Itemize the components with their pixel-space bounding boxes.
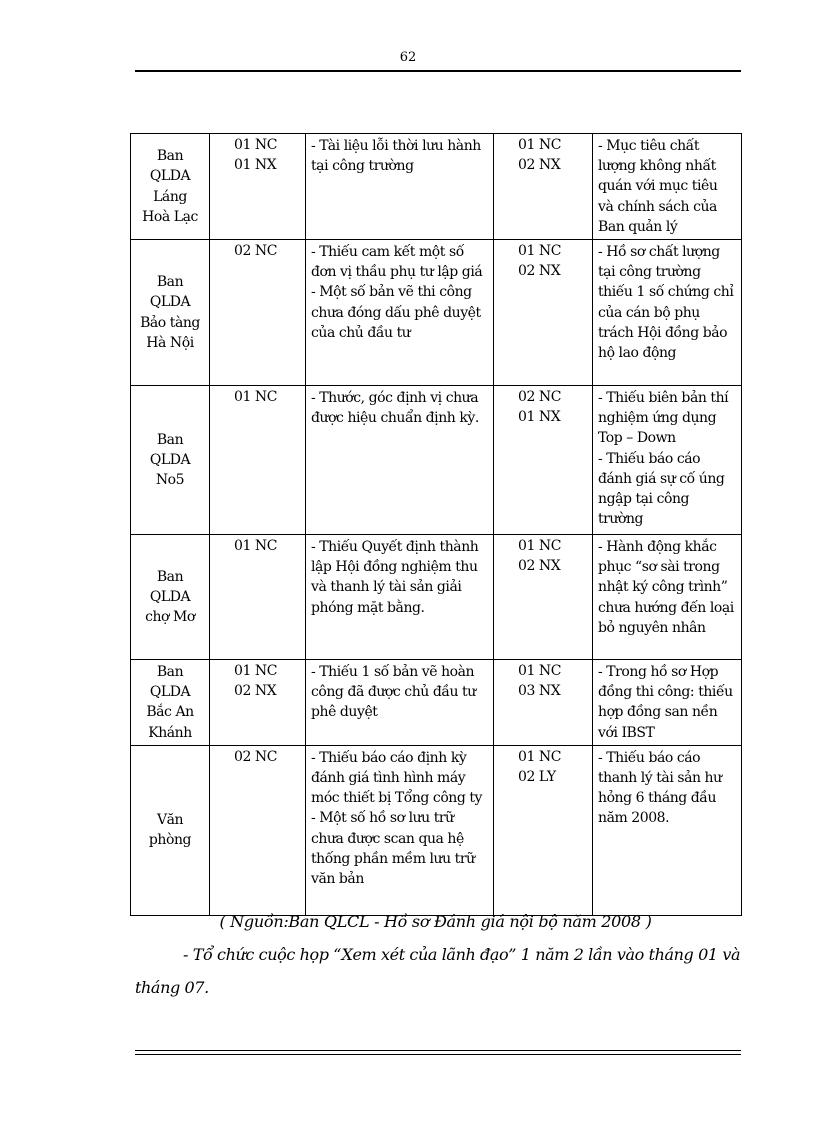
count-cell-b (494, 386, 593, 535)
unit-name-cell-line: chợ Mơ (145, 609, 195, 626)
count-cell-a-line: 01 NX (234, 157, 277, 173)
finding-cell-a (306, 745, 494, 915)
finding-cell-b-line: - Thiếu báo cáo thanh lý tài sản hư hỏng 6 tháng đầu năm 2008. (598, 749, 722, 827)
table-row (131, 660, 742, 746)
count-cell-a (210, 660, 306, 746)
count-cell-b-line: 02 NX (518, 157, 561, 173)
count-cell-b (494, 535, 593, 660)
finding-cell-a-line: - Thiếu Quyết định thành lập Hội đồng nghiệm thu và thanh lý tài sản giải phóng mặt bằng. (311, 539, 479, 616)
finding-cell-a-line: - Một số bản vẽ thi công chưa đóng dấu phê duyệt của chủ đầu tư (311, 284, 481, 341)
finding-cell-a-line: - Thiếu 1 số bản vẽ hoàn công đã được chủ đầu tư phê duyệt (311, 664, 476, 721)
count-cell-b-line: 01 NC (518, 663, 561, 680)
count-cell-b-line: 02 NX (518, 263, 561, 280)
finding-cell-a-line: - Tài liệu lỗi thời lưu hành tại công trường (311, 138, 481, 175)
header-rule (135, 70, 741, 72)
unit-name-cell (131, 535, 210, 660)
table-row (131, 535, 742, 660)
finding-cell-a (306, 240, 494, 386)
finding-cell-a (306, 535, 494, 660)
count-cell-a-line: 01 NC (234, 663, 277, 680)
unit-name-cell-line: Bắc An (146, 704, 194, 721)
count-cell-b-line: 02 NX (518, 558, 561, 575)
count-cell-a (210, 745, 306, 915)
audit-results-table (130, 133, 742, 916)
count-cell-b-line: 01 NC (518, 137, 561, 153)
finding-cell-b (593, 660, 742, 746)
table-row (131, 386, 742, 535)
finding-cell-a-line: - Thước, góc định vị chưa được hiệu chuẩn định kỳ. (311, 390, 479, 427)
unit-name-cell-line: Văn (156, 812, 184, 829)
paragraph-line-1: - Tổ chức cuộc họp “Xem xét của lãnh đạo” 1 năm 2 lần vào tháng 01 và (183, 945, 741, 964)
unit-name-cell-line: QLDA (149, 168, 191, 185)
unit-name-cell-line: Ban (156, 664, 184, 681)
unit-name-cell-line: No5 (155, 472, 185, 489)
count-cell-b (494, 134, 593, 240)
unit-name-cell-line: Bảo tàng (140, 314, 200, 331)
count-cell-a (210, 134, 306, 240)
count-cell-a (210, 240, 306, 386)
count-cell-b-line: 02 NC (518, 389, 561, 406)
finding-cell-b-line: - Trong hồ sơ Hợp đồng thi công: thiếu hợp đồng san nền với IBST (598, 664, 733, 741)
unit-name-cell (131, 134, 210, 240)
unit-name-cell-line: Láng (153, 188, 187, 205)
table-row (131, 240, 742, 386)
count-cell-a-line: 01 NC (234, 538, 277, 555)
table-row (131, 745, 742, 915)
finding-cell-b-line: - Thiếu biên bản thí nghiệm ứng dụng Top – Down (598, 390, 729, 447)
unit-name-cell-line: Ban (156, 148, 184, 165)
finding-cell-b (593, 535, 742, 660)
count-cell-b (494, 660, 593, 746)
finding-cell-b (593, 240, 742, 386)
unit-name-cell-line: Ban (156, 431, 184, 448)
page-number: 62 (399, 50, 417, 65)
unit-name-cell-line: QLDA (149, 684, 191, 701)
count-cell-a-line: 01 NC (234, 137, 277, 153)
unit-name-cell-line: Ban (156, 568, 184, 585)
paragraph-line-2: tháng 07. (135, 978, 209, 997)
finding-cell-b-line: - Hành động khắc phục “sơ sài trong nhật ký công trình” chưa hướng đến loại bỏ nguyên nhân (598, 539, 734, 636)
count-cell-a-line: 02 NX (234, 683, 277, 700)
count-cell-b-line: 01 NC (518, 243, 561, 260)
source-note: ( Nguồn:Ban QLCL - Hồ sơ Đánh giá nội bộ năm 2008 ) (219, 912, 652, 931)
unit-name-cell-line: QLDA (149, 451, 191, 468)
finding-cell-b-line: - Hồ sơ chất lượng tại công trường thiếu 1 số chứng chỉ của cán bộ phụ trách Hội đồng bảo hộ lao động (598, 244, 734, 362)
count-cell-b-line: 01 NX (518, 409, 561, 426)
count-cell-a-line: 02 NC (234, 748, 277, 765)
count-cell-b-line: 03 NX (518, 683, 561, 700)
unit-name-cell (131, 745, 210, 915)
unit-name-cell-line: Hà Nội (146, 334, 194, 351)
footer-rule (135, 1050, 741, 1055)
count-cell-b (494, 745, 593, 915)
count-cell-b-line: 02 LY (518, 768, 556, 785)
finding-cell-b (593, 745, 742, 915)
finding-cell-a-line: - Một số hồ sơ lưu trữ chưa được scan qua hệ thống phần mềm lưu trữ văn bản (311, 810, 475, 888)
count-cell-b (494, 240, 593, 386)
finding-cell-b-line: - Mục tiêu chất lượng không nhất quán với mục tiêu và chính sách của Ban quản lý (598, 138, 718, 235)
finding-cell-a-line: - Thiếu cam kết một số đơn vị thầu phụ tư lập giá (311, 244, 483, 281)
count-cell-a (210, 386, 306, 535)
finding-cell-a (306, 134, 494, 240)
unit-name-cell (131, 386, 210, 535)
unit-name-cell-line: QLDA (149, 588, 191, 605)
finding-cell-a (306, 386, 494, 535)
unit-name-cell (131, 240, 210, 386)
finding-cell-b (593, 386, 742, 535)
unit-name-cell-line: Ban (156, 274, 184, 291)
unit-name-cell-line: QLDA (149, 294, 191, 311)
count-cell-b-line: 01 NC (518, 748, 561, 765)
finding-cell-a-line: - Thiếu báo cáo định kỳ đánh giá tình hình máy móc thiết bị Tổng công ty (311, 749, 483, 807)
count-cell-a-line: 02 NC (234, 243, 277, 260)
table-row (131, 134, 742, 240)
unit-name-cell-line: phòng (148, 832, 192, 849)
count-cell-a-line: 01 NC (234, 389, 277, 406)
unit-name-cell-line: Khánh (148, 724, 192, 741)
count-cell-a (210, 535, 306, 660)
unit-name-cell-line: Hoà Lạc (142, 208, 198, 225)
finding-cell-b (593, 134, 742, 240)
count-cell-b-line: 01 NC (518, 538, 561, 555)
finding-cell-b-line: - Thiếu báo cáo đánh giá sự cố úng ngập tại công trường (598, 450, 725, 528)
finding-cell-a (306, 660, 494, 746)
unit-name-cell (131, 660, 210, 746)
